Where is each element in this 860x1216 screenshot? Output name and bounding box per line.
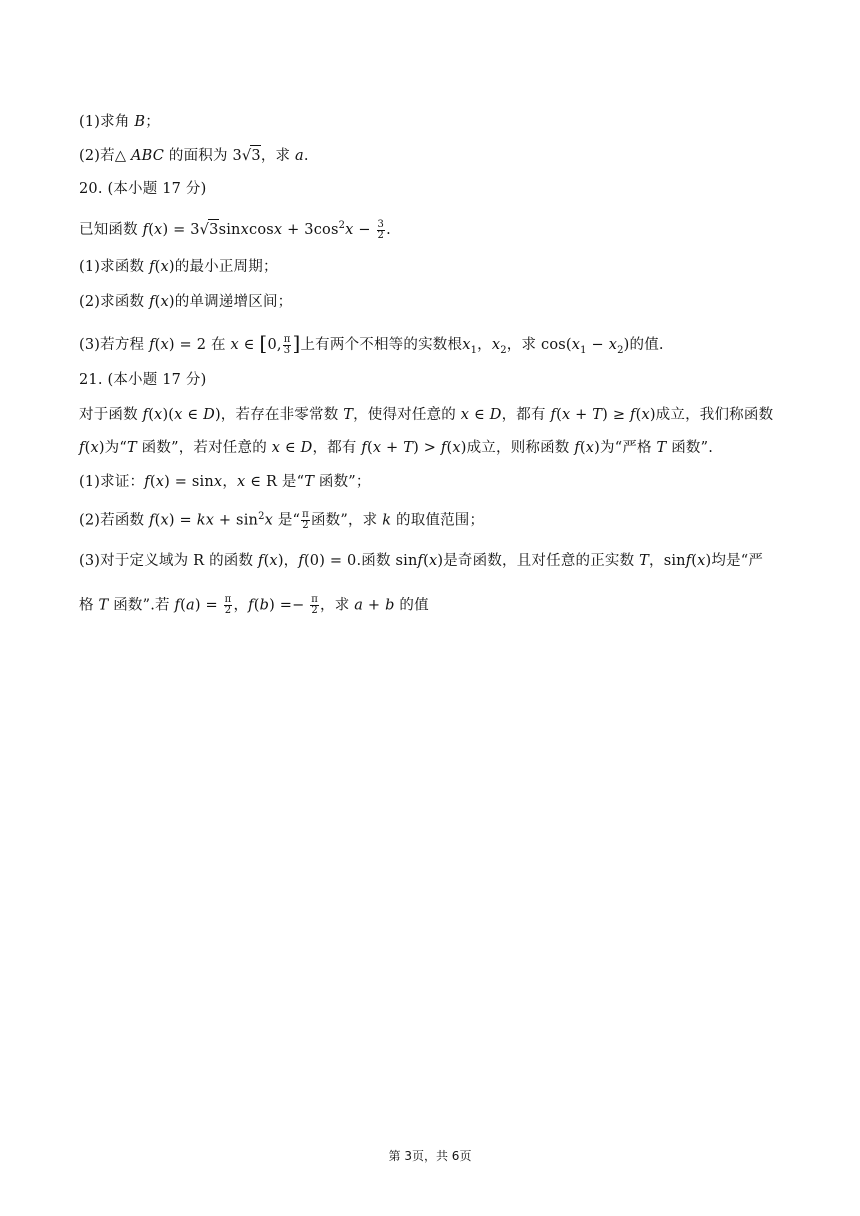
q20-heading: 20. (本小题 17 分) [79,181,207,197]
q20-part1: (1)求函数 f(x)的最小正周期； [79,259,278,275]
q19-part1: (1)求角 B； [79,114,160,130]
page-footer: 第 3页，共 6页 [388,1149,472,1163]
q21-part3-line1: (3)对于定义域为 R 的函数 f(x)，f(0) = 0.函数 sinf(x)是奇函数，且对任意的正实数 T，sinf(x)均是“严 [79,553,764,569]
q20-part3: (3)若方程 f(x) = 2 在 x ∈ [0, $\frac{\pi}{3}$ ]上有两个不相等的实数根$x_1$，$x_2$，求 $\cos(x_1 - x_2)$的值. [79,331,664,356]
q21-statement-line1: 对于函数 f(x)(x ∈ D)，若存在非零常数 T，使得对任意的 x ∈ D，都有 f(x + T) ≥ f(x)成立，我们称函数 [79,407,774,423]
q21-part1: (1)求证：f(x) = sinx，x ∈ R 是“T 函数”； [79,474,371,490]
q20-part2: (2)求函数 f(x)的单调递增区间； [79,294,293,310]
q21-part2: (2)若函数 f(x) = kx + $\sin^2x$ 是“ $\frac{\pi}{2}$ 函数”，求 k 的取值范围； [79,509,485,531]
q19-part2: (2)若△ ABC 的面积为 3√3，求 a. [79,145,790,166]
q20-statement: 已知函数 f(x) = 3√3sinxcosx + $3\cos^2x$ − $\frac{3}{2}$ . [79,218,391,241]
q21-heading: 21. (本小题 17 分) [79,372,207,388]
q21-statement-line2: f(x)为“T 函数”，若对任意的 x ∈ D，都有 f(x + T) > f(x)成立，则称函数 f(x)为“严格 T 函数”. [79,440,714,456]
q21-part3-line2: 格 T 函数”.若 f(a) = $\frac{\pi}{2}$ ，f(b) =− $\frac{\pi}{2}$ ，求 a + b 的值 [79,594,429,616]
